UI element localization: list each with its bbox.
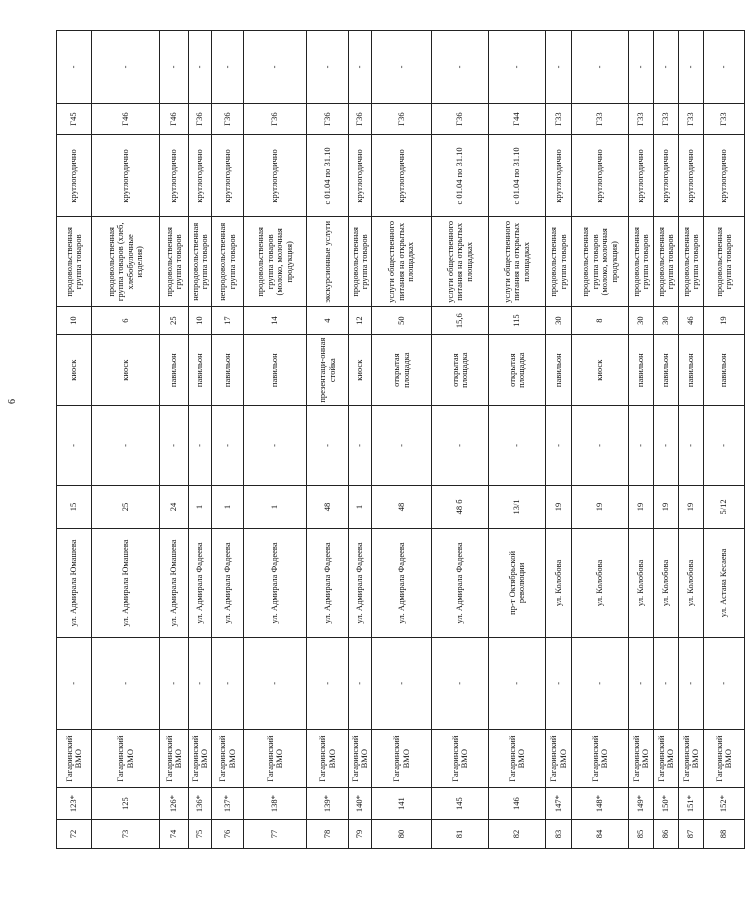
zone-code: Г36 — [349, 103, 372, 135]
operating-period: круглогодично — [189, 135, 212, 217]
dash-column: - — [572, 406, 629, 485]
dash-column: - — [212, 406, 244, 485]
street-address: ул. Колобова — [679, 529, 704, 637]
page-number: 6 — [7, 399, 18, 404]
object-id: 141 — [372, 788, 432, 820]
object-type: киоск — [92, 335, 160, 406]
zone-code: Г33 — [572, 103, 629, 135]
dash-column: - — [679, 637, 704, 730]
operating-period: круглогодично — [372, 135, 432, 217]
dash-column: - — [349, 31, 372, 104]
specialization: продовольственная группа товаров (молоко, молочная продукция) — [244, 217, 307, 307]
zone-code: Г45 — [57, 103, 92, 135]
house-number: 1 — [244, 485, 307, 529]
specialization: продовольственная группа товаров — [654, 217, 679, 307]
table-row — [679, 31, 704, 849]
table-row — [654, 31, 679, 849]
house-number: 19 — [654, 485, 679, 529]
object-id: 136* — [189, 788, 212, 820]
table-row — [189, 31, 212, 849]
district: Гагаринский ВМО — [546, 730, 572, 788]
trade-objects-table — [56, 30, 745, 849]
district: Гагаринский ВМО — [349, 730, 372, 788]
table-row — [307, 31, 349, 849]
object-id: 148* — [572, 788, 629, 820]
table-row — [704, 31, 745, 849]
street-address: ул. Астана Кесаева — [704, 529, 745, 637]
area-value: 6 — [92, 307, 160, 335]
dash-column: - — [432, 406, 489, 485]
zone-code: Г33 — [654, 103, 679, 135]
operating-period: круглогодично — [57, 135, 92, 217]
district: Гагаринский ВМО — [432, 730, 489, 788]
area-value: 30 — [546, 307, 572, 335]
area-value: 4 — [307, 307, 349, 335]
dash-column: - — [92, 637, 160, 730]
dash-column: - — [307, 637, 349, 730]
zone-code: Г46 — [160, 103, 189, 135]
table-row — [212, 31, 244, 849]
street-address: ул. Адмирала Фадеева — [372, 529, 432, 637]
zone-code: Г36 — [372, 103, 432, 135]
table-row — [160, 31, 189, 849]
specialization: продовольственная группа товаров — [349, 217, 372, 307]
district: Гагаринский ВМО — [572, 730, 629, 788]
house-number: 19 — [572, 485, 629, 529]
object-type: презентаци-онная стойка — [307, 335, 349, 406]
specialization: услуги общественного питания на открытых площадках — [372, 217, 432, 307]
dash-column: - — [160, 637, 189, 730]
table-row — [489, 31, 546, 849]
object-type: открытая площадка — [432, 335, 489, 406]
dash-column: - — [546, 31, 572, 104]
object-type: павильон — [679, 335, 704, 406]
operating-period: круглогодично — [572, 135, 629, 217]
house-number: 15 — [57, 485, 92, 529]
dash-column: - — [212, 637, 244, 730]
zone-code: Г36 — [212, 103, 244, 135]
operating-period: круглогодично — [212, 135, 244, 217]
house-number: 19 — [546, 485, 572, 529]
dash-column: - — [57, 31, 92, 104]
street-address: ул. Колобова — [572, 529, 629, 637]
dash-column: - — [654, 31, 679, 104]
street-address: ул. Адмирала Юмашева — [160, 529, 189, 637]
operating-period: круглогодично — [629, 135, 654, 217]
object-id: 152* — [704, 788, 745, 820]
dash-column: - — [679, 31, 704, 104]
operating-period: круглогодично — [92, 135, 160, 217]
object-id: 151* — [679, 788, 704, 820]
house-number: 48 — [372, 485, 432, 529]
specialization: непродовольственная группа товаров — [212, 217, 244, 307]
row-number: 82 — [489, 819, 546, 848]
area-value: 19 — [704, 307, 745, 335]
district: Гагаринский ВМО — [489, 730, 546, 788]
dash-column: - — [489, 637, 546, 730]
row-number: 74 — [160, 819, 189, 848]
operating-period: круглогодично — [244, 135, 307, 217]
zone-code: Г44 — [489, 103, 546, 135]
table-row — [57, 31, 92, 849]
object-id: 147* — [546, 788, 572, 820]
row-number: 87 — [679, 819, 704, 848]
district: Гагаринский ВМО — [244, 730, 307, 788]
specialization: продовольственная группа товаров (молоко, молочная продукция) — [572, 217, 629, 307]
area-value: 115 — [489, 307, 546, 335]
row-number: 85 — [629, 819, 654, 848]
zone-code: Г46 — [92, 103, 160, 135]
house-number: 19 — [679, 485, 704, 529]
object-type: павильон — [244, 335, 307, 406]
object-type: киоск — [572, 335, 629, 406]
area-value: 25 — [160, 307, 189, 335]
street-address: ул. Колобова — [546, 529, 572, 637]
object-id: 149* — [629, 788, 654, 820]
table-row — [244, 31, 307, 849]
house-number: 1 — [349, 485, 372, 529]
district: Гагаринский ВМО — [679, 730, 704, 788]
row-number: 88 — [704, 819, 745, 848]
district: Гагаринский ВМО — [160, 730, 189, 788]
area-value: 14 — [244, 307, 307, 335]
specialization: продовольственная группа товаров (хлеб, хлебобулочные изделия) — [92, 217, 160, 307]
zone-code: Г33 — [546, 103, 572, 135]
row-number: 84 — [572, 819, 629, 848]
operating-period: с 01.04 по 31.10 — [307, 135, 349, 217]
zone-code: Г33 — [704, 103, 745, 135]
dash-column: - — [244, 406, 307, 485]
district: Гагаринский ВМО — [629, 730, 654, 788]
house-number: 48 б — [432, 485, 489, 529]
dash-column: - — [704, 406, 745, 485]
district: Гагаринский ВМО — [212, 730, 244, 788]
dash-column: - — [349, 637, 372, 730]
dash-column: - — [546, 406, 572, 485]
house-number: 1 — [189, 485, 212, 529]
row-number: 76 — [212, 819, 244, 848]
zone-code: Г36 — [307, 103, 349, 135]
specialization: продовольственная группа товаров — [679, 217, 704, 307]
zone-code: Г36 — [432, 103, 489, 135]
specialization: непродовольственная группа товаров — [189, 217, 212, 307]
operating-period: круглогодично — [679, 135, 704, 217]
object-id: 146 — [489, 788, 546, 820]
object-id: 139* — [307, 788, 349, 820]
district: Гагаринский ВМО — [57, 730, 92, 788]
house-number: 13/1 — [489, 485, 546, 529]
row-number: 80 — [372, 819, 432, 848]
object-type: открытая площадка — [489, 335, 546, 406]
object-id: 123* — [57, 788, 92, 820]
house-number: 25 — [92, 485, 160, 529]
street-address: ул. Адмирала Фадеева — [244, 529, 307, 637]
street-address: ул. Адмирала Фадеева — [432, 529, 489, 637]
house-number: 1 — [212, 485, 244, 529]
row-number: 83 — [546, 819, 572, 848]
zone-code: Г36 — [244, 103, 307, 135]
table-row — [546, 31, 572, 849]
table-row — [372, 31, 432, 849]
street-address: ул. Адмирала Фадеева — [189, 529, 212, 637]
dash-column: - — [679, 406, 704, 485]
table-row — [349, 31, 372, 849]
operating-period: круглогодично — [546, 135, 572, 217]
dash-column: - — [629, 406, 654, 485]
street-address: пр-т Октябрьской революции — [489, 529, 546, 637]
dash-column: - — [189, 31, 212, 104]
object-id: 137* — [212, 788, 244, 820]
dash-column: - — [629, 637, 654, 730]
object-type: павильон — [160, 335, 189, 406]
object-type: павильон — [212, 335, 244, 406]
street-address: ул. Колобова — [629, 529, 654, 637]
area-value: 30 — [629, 307, 654, 335]
dash-column: - — [92, 406, 160, 485]
row-number: 79 — [349, 819, 372, 848]
specialization: продовольственная группа товаров — [629, 217, 654, 307]
row-number: 81 — [432, 819, 489, 848]
district: Гагаринский ВМО — [372, 730, 432, 788]
house-number: 48 — [307, 485, 349, 529]
area-value: 10 — [189, 307, 212, 335]
object-id: 150* — [654, 788, 679, 820]
dash-column: - — [307, 31, 349, 104]
operating-period: круглогодично — [349, 135, 372, 217]
district: Гагаринский ВМО — [307, 730, 349, 788]
object-id: 138* — [244, 788, 307, 820]
table-row — [92, 31, 160, 849]
object-type: киоск — [349, 335, 372, 406]
object-id: 125 — [92, 788, 160, 820]
specialization: продовольственная группа товаров — [704, 217, 745, 307]
specialization: продовольственная группа товаров — [160, 217, 189, 307]
dash-column: - — [160, 31, 189, 104]
dash-column: - — [432, 637, 489, 730]
object-id: 145 — [432, 788, 489, 820]
area-value: 8 — [572, 307, 629, 335]
dash-column: - — [654, 637, 679, 730]
dash-column: - — [189, 637, 212, 730]
dash-column: - — [349, 406, 372, 485]
dash-column: - — [57, 406, 92, 485]
specialization: продовольственная группа товаров — [57, 217, 92, 307]
dash-column: - — [704, 31, 745, 104]
operating-period: круглогодично — [654, 135, 679, 217]
dash-column: - — [372, 637, 432, 730]
row-number: 86 — [654, 819, 679, 848]
dash-column: - — [244, 31, 307, 104]
row-number: 72 — [57, 819, 92, 848]
zone-code: Г33 — [679, 103, 704, 135]
dash-column: - — [244, 637, 307, 730]
specialization: продовольственная группа товаров — [546, 217, 572, 307]
table-row — [629, 31, 654, 849]
specialization: экскурсионные услуги — [307, 217, 349, 307]
row-number: 75 — [189, 819, 212, 848]
house-number: 19 — [629, 485, 654, 529]
area-value: 30 — [654, 307, 679, 335]
area-value: 15,6 — [432, 307, 489, 335]
dash-column: - — [654, 406, 679, 485]
street-address: ул. Колобова — [654, 529, 679, 637]
dash-column: - — [546, 637, 572, 730]
object-type: павильон — [189, 335, 212, 406]
area-value: 17 — [212, 307, 244, 335]
object-id: 126* — [160, 788, 189, 820]
object-type: павильон — [704, 335, 745, 406]
dash-column: - — [160, 406, 189, 485]
operating-period: круглогодично — [704, 135, 745, 217]
specialization: услуги общественного питания на открытых площадках — [489, 217, 546, 307]
object-type: павильон — [654, 335, 679, 406]
street-address: ул. Адмирала Юмашева — [92, 529, 160, 637]
area-value: 50 — [372, 307, 432, 335]
dash-column: - — [372, 31, 432, 104]
street-address: ул. Адмирала Фадеева — [349, 529, 372, 637]
operating-period: круглогодично — [160, 135, 189, 217]
street-address: ул. Адмирала Юмашева — [57, 529, 92, 637]
specialization: услуги общественного питания на открытых площадках — [432, 217, 489, 307]
object-type: киоск — [57, 335, 92, 406]
object-id: 140* — [349, 788, 372, 820]
object-type: павильон — [629, 335, 654, 406]
dash-column: - — [57, 637, 92, 730]
district: Гагаринский ВМО — [654, 730, 679, 788]
operating-period: с 01.04 по 31.10 — [489, 135, 546, 217]
zone-code: Г36 — [189, 103, 212, 135]
dash-column: - — [704, 637, 745, 730]
dash-column: - — [489, 406, 546, 485]
row-number: 78 — [307, 819, 349, 848]
street-address: ул. Адмирала Фадеева — [307, 529, 349, 637]
operating-period: с 01.04 по 31.10 — [432, 135, 489, 217]
dash-column: - — [572, 31, 629, 104]
district: Гагаринский ВМО — [189, 730, 212, 788]
dash-column: - — [92, 31, 160, 104]
dash-column: - — [572, 637, 629, 730]
dash-column: - — [372, 406, 432, 485]
area-value: 12 — [349, 307, 372, 335]
zone-code: Г33 — [629, 103, 654, 135]
dash-column: - — [432, 31, 489, 104]
object-type: открытая площадка — [372, 335, 432, 406]
row-number: 73 — [92, 819, 160, 848]
table-row — [432, 31, 489, 849]
house-number: 5/12 — [704, 485, 745, 529]
object-type: павильон — [546, 335, 572, 406]
street-address: ул. Адмирала Фадеева — [212, 529, 244, 637]
dash-column: - — [212, 31, 244, 104]
house-number: 24 — [160, 485, 189, 529]
dash-column: - — [189, 406, 212, 485]
area-value: 46 — [679, 307, 704, 335]
area-value: 10 — [57, 307, 92, 335]
district: Гагаринский ВМО — [92, 730, 160, 788]
row-number: 77 — [244, 819, 307, 848]
district: Гагаринский ВМО — [704, 730, 745, 788]
dash-column: - — [489, 31, 546, 104]
dash-column: - — [307, 406, 349, 485]
dash-column: - — [629, 31, 654, 104]
rotated-table-container — [56, 30, 733, 849]
table-row — [572, 31, 629, 849]
